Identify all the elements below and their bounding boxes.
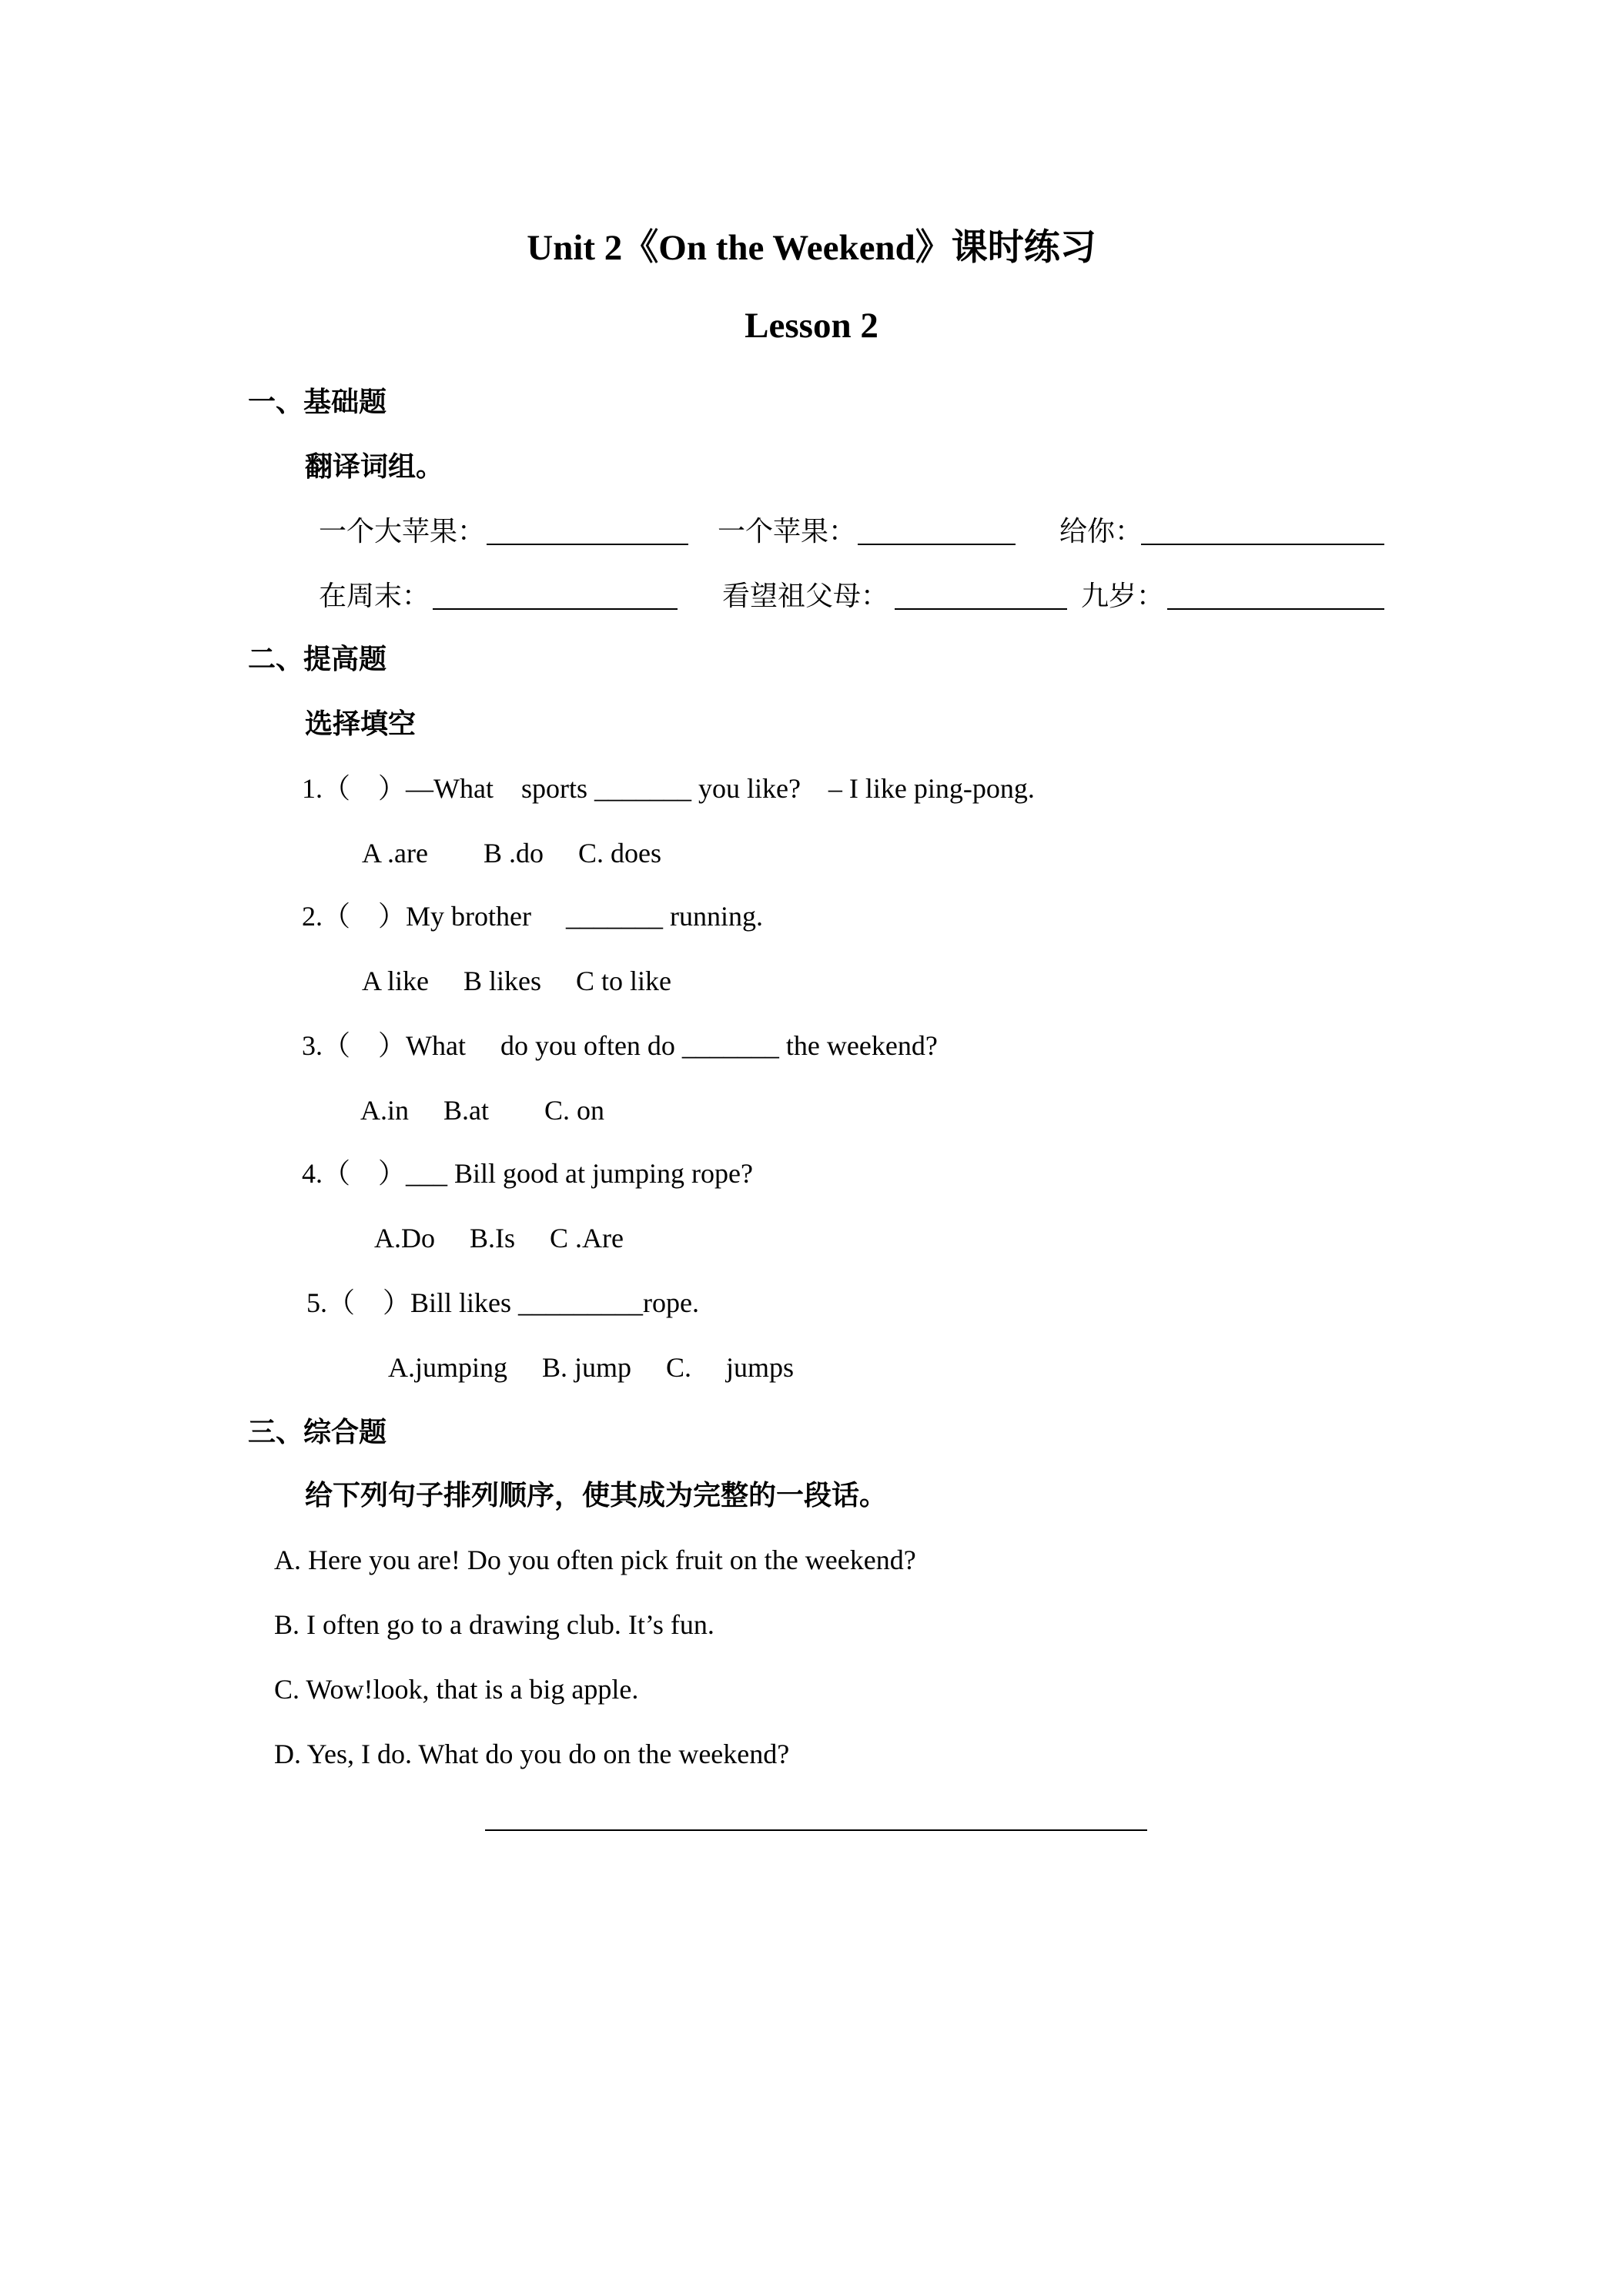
section-heading-advanced: 二、提高题	[248, 644, 387, 674]
question-3-options: A.in B.at C. on	[360, 1095, 605, 1126]
phrase-label: 一个苹果：	[718, 516, 857, 547]
phrase-label: 在周末：	[319, 581, 430, 611]
sentence-b: B. I often go to a drawing club. It’s fun.	[274, 1609, 714, 1640]
final-answer-line	[485, 1829, 1147, 1831]
question-2: 2.（ ）My brother _______ running.	[302, 901, 763, 932]
answer-blank	[1141, 544, 1384, 545]
question-5: 5.（ ）Bill likes _________rope.	[306, 1287, 699, 1318]
phrase-label: 一个大苹果：	[319, 516, 486, 547]
section-heading-comprehensive: 三、综合题	[248, 1417, 387, 1448]
question-5-options: A.jumping B. jump C. jumps	[388, 1352, 795, 1383]
page-title: Unit 2《On the Weekend》课时练习	[527, 228, 1096, 268]
sentence-c: C. Wow!look, that is a big apple.	[274, 1674, 639, 1705]
sentence-a: A. Here you are! Do you often pick fruit on the weekend?	[274, 1545, 916, 1575]
phrase-label: 给你：	[1059, 516, 1143, 547]
instruction-order: 给下列句子排列顺序，使其成为完整的一段话。	[305, 1480, 888, 1511]
answer-blank	[895, 608, 1067, 610]
phrase-label: 九岁：	[1081, 581, 1165, 611]
question-4: 4.（ ）___ Bill good at jumping rope?	[302, 1158, 753, 1189]
answer-blank	[1167, 608, 1384, 610]
answer-blank	[487, 544, 688, 545]
instruction-choose: 选择填空	[305, 708, 417, 739]
sentence-d: D. Yes, I do. What do you do on the weekend?	[274, 1739, 790, 1769]
lesson-subtitle: Lesson 2	[745, 306, 878, 346]
phrase-label: 看望祖父母：	[722, 581, 889, 611]
section-heading-basic: 一、基础题	[248, 387, 387, 417]
instruction-translate: 翻译词组。	[305, 451, 444, 482]
answer-blank	[858, 544, 1016, 545]
question-3: 3.（ ）What do you often do _______ the weekend?	[302, 1030, 938, 1061]
question-2-options: A like B likes C to like	[362, 966, 671, 996]
question-4-options: A.Do B.Is C .Are	[374, 1223, 624, 1253]
answer-blank	[433, 608, 678, 610]
question-1: 1.（ ）—What sports _______ you like? – I like ping-pong.	[302, 773, 1035, 804]
question-1-options: A .are B .do C. does	[362, 838, 661, 869]
